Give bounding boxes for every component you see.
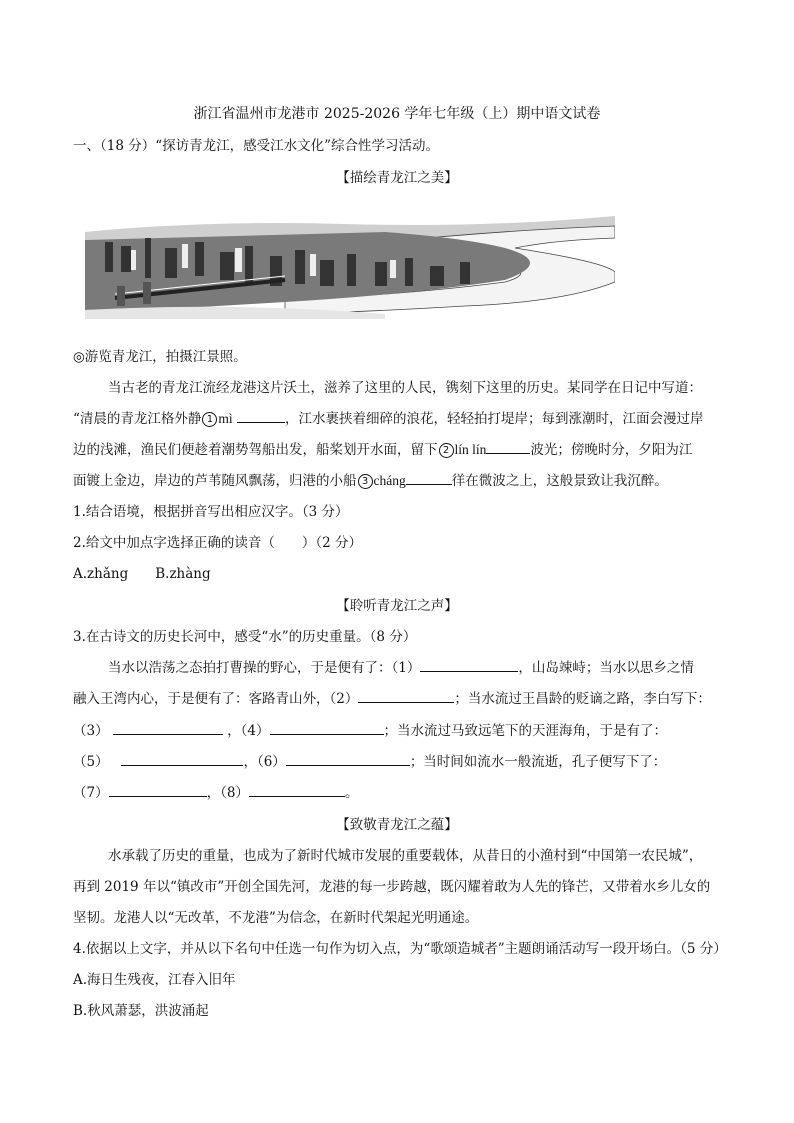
qinglong-river-city-sketch [85, 202, 615, 319]
sub-intro: ◎游览青龙江，拍摄江景照。 [73, 349, 247, 365]
answer-blank-2[interactable] [486, 441, 530, 454]
passage-2-line-5: （7） ，（8） 。 [73, 785, 359, 801]
question-1-1: 1.结合语境，根据拼音写出相应汉字。（3 分） [73, 504, 349, 520]
passage-3-line-2: 再到 2019 年以“镇改市”开创全国先河，龙港的每一步跨越，既闪耀着敢为人先的锋芒，又带着水乡儿女的 [73, 879, 711, 895]
passage-1-line-2: “清晨的青龙江格外静 1 mì ，江水裹挟着细碎的浪花，轻轻拍打堤岸；每到涨潮时，江面会漫过岸 [73, 411, 704, 427]
question-1-3: 3.在古诗文的历史长河中，感受“水”的历史重量。（8 分） [73, 629, 417, 645]
poem-blank-5[interactable] [121, 753, 243, 766]
passage-2-line-4: （5） ，（6） ；当时间如流水一般流逝，孔子便写下了： [73, 754, 667, 770]
passage-2-line-3: （3） ，（4） ；当水流过马致远笔下的天涯海角，于是有了： [73, 723, 668, 739]
option-b: B.秋风萧瑟，洪波涌起 [73, 1003, 209, 1019]
passage-1-line-4: 面镀上金边，岸边的芦苇随风飘荡，归港的小船 3 cháng 徉在微波之上，这般景致让我沉醉。 [73, 473, 668, 489]
question-1-2: 2.给文中加点字选择正确的读音（ ）（2 分） [73, 535, 363, 551]
question-1-2-options: A.zhǎng B.zhàng [73, 566, 211, 582]
section-title-sound: 【聆听青龙江之声】 [336, 598, 458, 614]
answer-blank-1[interactable] [237, 410, 285, 423]
passage-1-line-3: 边的浅滩，渔民们便趁着潮势驾船出发，船桨划开水面，留下 2 lín lín 波光；傍晚时分，夕阳为江 [73, 442, 693, 458]
page-title: 浙江省温州市龙港市 2025-2026 学年七年级（上）期中语文试卷 [193, 106, 601, 122]
question-1-4: 4.依据以上文字，并从以下名句中任选一句作为切入点，为“歌颂造城者”主题朗诵活动写一段开场白。（5 分） [73, 941, 727, 957]
poem-blank-3[interactable] [113, 722, 223, 735]
poem-blank-7[interactable] [109, 784, 207, 797]
passage-2-line-2: 融入王湾内心，于是便有了：客路青山外，（2） ；当水流过王昌龄的贬谪之路，李白写下： [73, 691, 711, 707]
poem-blank-6[interactable] [286, 753, 410, 766]
passage-3-line-3: 坚韧。龙港人以“无改革，不龙港”为信念，在新时代架起光明通途。 [73, 910, 479, 926]
poem-blank-4[interactable] [270, 722, 384, 735]
poem-blank-2[interactable] [358, 690, 454, 703]
passage-3-line-1: 水承载了历史的重量，也成为了新时代城市发展的重要载体，从昔日的小渔村到“中国第一农民城”， [108, 848, 703, 864]
passage-2-line-1: 当水以浩荡之态拍打曹操的野心，于是便有了：（1） ，山岛竦峙；当水以思乡之情 [108, 660, 694, 676]
poem-blank-8[interactable] [249, 784, 345, 797]
section-title-beauty: 【描绘青龙江之美】 [336, 170, 458, 186]
passage-1-line-1: 当古老的青龙江流经龙港这片沃土，滋养了这里的人民，镌刻下这里的历史。某同学在日记中写道： [108, 380, 702, 396]
section-title-essence: 【致敬青龙江之蕴】 [336, 817, 458, 833]
answer-blank-3[interactable] [406, 472, 452, 485]
circled-number-3: 3 [358, 474, 373, 489]
circled-number-2: 2 [439, 443, 454, 458]
poem-blank-1[interactable] [420, 659, 518, 672]
circled-number-1: 1 [202, 412, 217, 427]
question-1-header: 一、（18 分）“探访青龙江，感受江水文化”综合性学习活动。 [73, 138, 440, 154]
option-a: A.海日生残夜，江春入旧年 [73, 972, 236, 988]
